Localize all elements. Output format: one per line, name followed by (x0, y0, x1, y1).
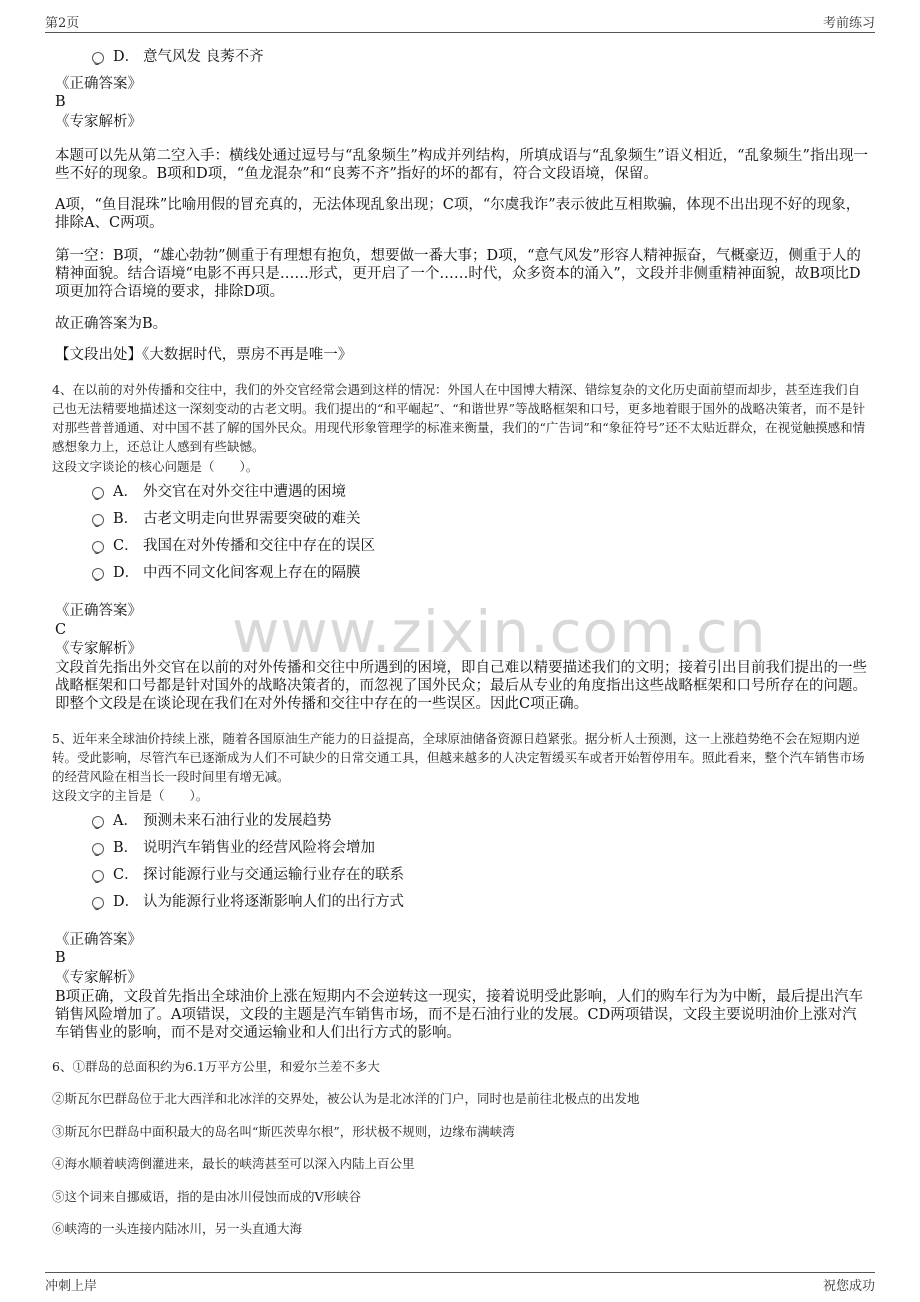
q6-line: ⑤这个词来自挪威语，指的是由冰川侵蚀而成的V形峡谷 (52, 1189, 362, 1204)
header-title: 考前练习 (822, 16, 875, 31)
option-key: D． (113, 49, 140, 65)
answer-label: 《正确答案》 (55, 603, 142, 619)
analysis-paragraph: A项，“鱼目混珠”比喻用假的冒充真的，无法体现乱象出现；C项，“尔虞我诈”表示彼此互相欺骗，体现不出出现不好的现象，排除A、C两项。 (55, 197, 861, 231)
analysis-paragraph: B项正确，文段首先指出全球油价上涨在短期内不会逆转这一现实，接着说明受此影响，人们的购车行为为中断，最后提出汽车销售风险增加了。A项错误，文段的主题是汽车销售市场，而不是石油行业的发展。CD两项错误，文段主要说明油价上涨对汽车销售业的影响，而不是对交通运输业和人们出行方式的影响。 (55, 989, 864, 1041)
q6-line: ⑥峡湾的一头连接内陆冰川，另一头直通大海 (52, 1221, 303, 1236)
radio-icon[interactable] (92, 514, 104, 526)
option-key: B． (113, 840, 139, 856)
analysis-label: 《专家解析》 (55, 641, 142, 657)
watermark: www.zixin.com.cn (232, 598, 767, 666)
option-key: B． (113, 511, 139, 527)
radio-icon[interactable] (92, 870, 104, 882)
q5-option-c[interactable] (92, 863, 404, 884)
radio-icon[interactable] (92, 487, 104, 499)
q4-option-b[interactable] (92, 507, 361, 528)
q4-option-a[interactable] (92, 480, 346, 501)
option-text: 古老文明走向世界需要突破的难关 (143, 511, 361, 527)
analysis-label: 《专家解析》 (55, 970, 142, 986)
analysis-paragraph: 第一空：B项，“雄心勃勃”侧重于有理想有抱负，想要做一番大事；D项，“意气风发”形容人精神振奋，气概豪迈，侧重于人的精神面貌。结合语境“电影不再只是……形式，更开启了一个……时代，众多资本的涌入”，文段并非侧重精神面貌，故B项比D项更加符合语境的要求，排除D项。 (55, 248, 861, 300)
radio-icon[interactable] (92, 568, 104, 580)
radio-icon[interactable] (92, 52, 104, 64)
page-header (45, 12, 875, 33)
q4-option-d[interactable] (92, 561, 361, 582)
option-key: C． (113, 867, 139, 883)
answer-label: 《正确答案》 (55, 932, 142, 948)
q6-line: ③斯瓦尔巴群岛中面积最大的岛名叫“斯匹茨卑尔根”，形状极不规则，边缘布满峡湾 (52, 1124, 515, 1139)
question-prompt: 这段文字的主旨是（ ）。 (52, 788, 209, 803)
option-text: 我国在对外传播和交往中存在的误区 (143, 538, 375, 554)
q5-option-d[interactable] (92, 890, 404, 911)
q5-option-b[interactable] (92, 836, 375, 857)
source-citation: 【文段出处】《大数据时代，票房不再是唯一》 (55, 347, 353, 363)
option-key: D． (113, 894, 140, 910)
page-footer (45, 1272, 875, 1294)
q6-line: ②斯瓦尔巴群岛位于北大西洋和北冰洋的交界处，被公认为是北冰洋的门户，同时也是前往北极点的出发地 (52, 1091, 640, 1106)
radio-icon[interactable] (92, 843, 104, 855)
question-stem: 5、近年来全球油价持续上涨，随着各国原油生产能力的日益提高，全球原油储备资源日趋紧张。据分析人士预测，这一上涨趋势绝不会在短期内逆转。受此影响，尽管汽车已逐渐成为人们不可缺少的日常交通工具，但越来越多的人决定暂缓买车或者开始暂停用车。照此看来，整个汽车销售市场的经营风险在相当长一段时间里有增无减。 (52, 731, 865, 784)
option-text: 中西不同文化间客观上存在的隔膜 (143, 565, 361, 581)
option-key: A． (113, 484, 138, 500)
analysis-paragraph: 文段首先指出外交官在以前的对外传播和交往中所遇到的困境，即自己难以精要描述我们的文明；接着引出目前我们提出的一些战略框架和口号都是针对国外的战略决策者的，而忽视了国外民众；最后从专业的角度指出这些战略框架和口号所存在的问题。即整个文段是在谈论现在我们在对外传播和交往中存在的一些误区。因此C项正确。 (55, 660, 867, 712)
footer-left: 冲刺上岸 (45, 1279, 98, 1294)
q3-option-d[interactable] (92, 45, 264, 66)
option-text: 认为能源行业将逐渐影响人们的出行方式 (143, 894, 404, 910)
option-text: 外交官在对外交往中遭遇的困境 (143, 484, 346, 500)
q4-option-c[interactable] (92, 534, 375, 555)
q5-option-a[interactable] (92, 809, 332, 830)
footer-right: 祝您成功 (822, 1279, 875, 1294)
option-key: A． (113, 813, 138, 829)
q6-line: ④海水顺着峡湾倒灌进来，最长的峡湾甚至可以深入内陆上百公里 (52, 1156, 415, 1171)
question-stem: 4、在以前的对外传播和交往中，我们的外交官经常会遇到这样的情况：外国人在中国博大精深、错综复杂的文化历史面前望而却步，甚至连我们自己也无法精要地描述这一深刻变动的古老文明。我们提出的“和平崛起”、“和谐世界”等战略框架和口号，更多地着眼于国外的战略决策者，而不是针对那些普普通通、对中国不甚了解的国外民众。用现代形象管理学的标准来衡量，我们的“广告词”和“象征符号”还不太贴近群众，在视觉触摸感和情感想象力上，还总让人感到有些缺憾。 (52, 382, 866, 454)
option-key: D． (113, 565, 140, 581)
page-number: 第2页 (45, 16, 80, 31)
option-text: 探讨能源行业与交通运输行业存在的联系 (143, 867, 404, 883)
radio-icon[interactable] (92, 897, 104, 909)
analysis-paragraph: 本题可以先从第二空入手：横线处通过逗号与“乱象频生”构成并列结构，所填成语与“乱象频生”语义相近，“乱象频生”指出现一些不好的现象。B项和D项，“鱼龙混杂”和“良莠不齐”指好的坏的都有，符合文段语境，保留。 (55, 148, 868, 182)
option-key: C． (113, 538, 139, 554)
option-text: 意气风发 良莠不齐 (143, 49, 264, 65)
radio-icon[interactable] (92, 816, 104, 828)
analysis-label: 《专家解析》 (55, 114, 142, 130)
answer-value: B (55, 94, 66, 110)
option-text: 说明汽车销售业的经营风险将会增加 (143, 840, 375, 856)
option-text: 预测未来石油行业的发展趋势 (143, 813, 332, 829)
analysis-conclusion: 故正确答案为B。 (55, 316, 168, 332)
answer-value: B (55, 950, 66, 966)
q6-line: 6、①群岛的总面积约为6.1万平方公里，和爱尔兰差不多大 (52, 1059, 380, 1074)
answer-value: C (55, 622, 67, 638)
answer-label: 《正确答案》 (55, 76, 142, 92)
radio-icon[interactable] (92, 541, 104, 553)
question-prompt: 这段文字谈论的核心问题是（ ）。 (52, 459, 259, 474)
